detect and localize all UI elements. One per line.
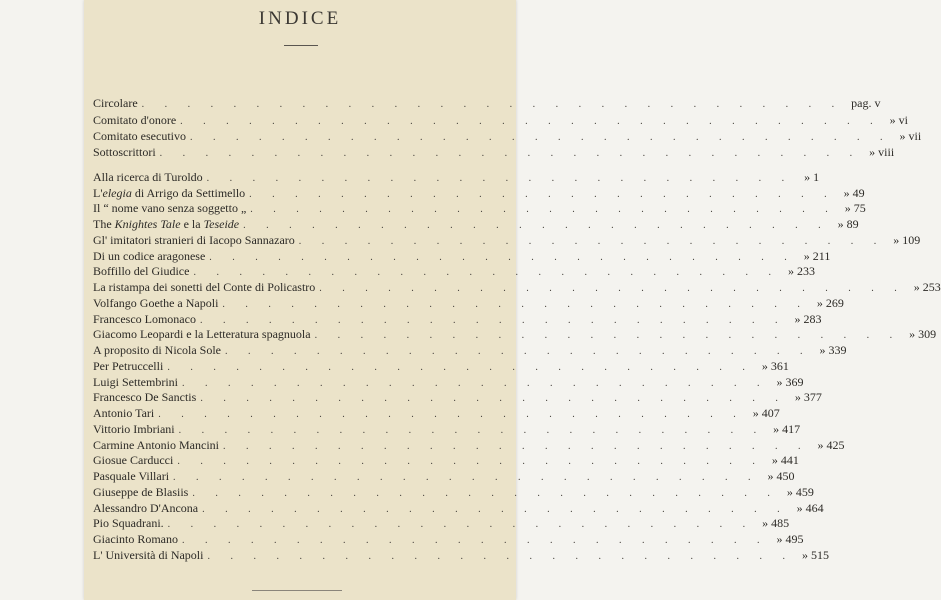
toc-row [93,500,824,516]
toc-page-number: » 339 [819,343,847,357]
toc-entry-title: Pio Squadrani. [93,516,164,530]
toc-page-number: » 1 [804,170,820,184]
toc-entry-title: Comitato d'onore [93,113,177,127]
toc-row [93,437,845,453]
toc-row [93,295,844,311]
toc-entry-title: Giuseppe de Blasiis [93,485,189,499]
toc-page-number: » 417 [773,422,801,436]
toc-entry-title: Vittorio Imbriani [93,422,175,436]
toc-row-front [93,144,895,160]
toc-entry-title: La ristampa dei sonetti del Conte di Policastro [93,280,316,294]
dot-leader: . . . . . . . . . . . . . . . . . . . . . . . . . . [243,220,830,231]
dot-leader: . . . . . . . . . . . . . . . . . . . . . . . . . . [193,267,780,278]
toc-row [93,342,847,358]
toc-row [93,358,789,374]
toc-page-number: » 89 [837,217,859,231]
toc-page-number: » 361 [761,359,789,373]
toc-entry-title: Francesco Lomonaco [93,312,196,326]
toc-page-number: » 253 [913,280,941,294]
toc-entry-title: Circolare [93,96,138,110]
toc-page-number: » vii [899,129,922,143]
toc-entry-title: Giacomo Leopardi e la Letteratura spagnuola [93,327,311,341]
toc-row-front [93,112,908,128]
toc-page-number: » 369 [776,375,804,389]
toc-page-number: » 459 [786,485,814,499]
toc-entry-title: L' Università di Napoli [93,548,204,562]
toc-page-number: » 377 [794,390,822,404]
dot-leader: . . . . . . . . . . . . . . . . . . . . . . . . . . [202,504,789,515]
dot-leader: . . . . . . . . . . . . . . . . . . . . . . . . . . [158,409,745,420]
title-divider [284,45,318,46]
toc-row [93,515,790,531]
toc-row [93,263,815,279]
toc-row [93,484,814,500]
dot-leader: . . . . . . . . . . . . . . . . . . . . . . . . . . [298,236,886,247]
dot-leader: . . . . . . . . . . . . . . . . . . . . . . . . . . [319,283,906,294]
dot-leader: . . . . . . . . . . . . . . . . . . . . . . . . . . . . . . . [159,148,862,159]
toc-page-number: » 425 [817,438,845,452]
toc-row [93,216,859,232]
toc-page-number: » 233 [787,264,815,278]
dot-leader: . . . . . . . . . . . . . . . . . . . . . . . . . . [192,488,779,499]
toc-row [93,248,831,264]
toc-entry-title: L'elegia di Arrigo da Settimello [93,186,246,200]
toc-row [93,389,822,405]
toc-row [93,421,801,437]
toc-row [93,405,780,421]
dot-leader: . . . . . . . . . . . . . . . . . . . . . . . . . . [209,252,796,263]
toc-page-number: » 283 [794,312,822,326]
toc-entry-title: Boffillo del Giudice [93,264,190,278]
toc-row-front [93,128,922,144]
toc-page-number: » 309 [909,327,937,341]
toc-entry-title: A proposito di Nicola Sole [93,343,221,357]
toc-row [93,169,820,185]
toc-entry-title: Giosue Carducci [93,453,174,467]
toc-entry-title: Il “ nome vano senza soggetto „ [93,201,247,215]
toc-row [93,374,804,390]
toc-entry-title: The Knightes Tale e la Teseide [93,217,240,231]
toc-page-number: pag. v [851,96,881,110]
toc-page-number: » 407 [752,406,780,420]
toc-entry-title: Comitato esecutivo [93,129,186,143]
toc-entry-title: Per Petruccelli [93,359,164,373]
dot-leader: . . . . . . . . . . . . . . . . . . . . . . . . . . [200,393,787,404]
dot-leader: . . . . . . . . . . . . . . . . . . . . . . . . . . [314,330,902,341]
toc-entry-title: Antonio Tari [93,406,155,420]
dot-leader: . . . . . . . . . . . . . . . . . . . . . . . . . . [177,456,764,467]
dot-leader: . . . . . . . . . . . . . . . . . . . . . . . . . . [167,519,755,530]
toc-page-number: » viii [869,145,895,159]
toc-page-number: » 441 [771,453,799,467]
page-title: INDICE [258,8,342,29]
dot-leader: . . . . . . . . . . . . . . . . . . . . . . . . . . [249,189,836,200]
toc-page-number: » 485 [762,516,790,530]
dot-leader: . . . . . . . . . . . . . . . . . . . . . . . . . . [182,378,769,389]
toc-entry-title: Carmine Antonio Mancini [93,438,219,452]
dot-leader: . . . . . . . . . . . . . . . . . . . . . . . . . . [225,346,812,357]
toc-page-number: » 515 [801,548,829,562]
dot-leader: . . . . . . . . . . . . . . . . . . . . . . . . . . [199,315,787,326]
dot-leader: . . . . . . . . . . . . . . . . . . . . . . . . . . . . . . . [180,116,882,127]
footer-divider [252,590,342,591]
toc-page-number: » 450 [767,469,795,483]
toc-row [93,232,921,248]
dot-leader: . . . . . . . . . . . . . . . . . . . . . . . . . . [173,472,760,483]
toc-entry-title: Giacinto Romano [93,532,178,546]
toc-row [93,531,804,547]
toc-entry-title: Volfango Goethe a Napoli [93,296,219,310]
toc-page-number: » 495 [776,532,804,546]
toc-row [93,311,822,327]
dot-leader: . . . . . . . . . . . . . . . . . . . . . . . . . . [206,173,794,184]
dot-leader: . . . . . . . . . . . . . . . . . . . . . . . . . . [178,425,766,436]
toc-page-number: » 269 [816,296,844,310]
dot-leader: . . . . . . . . . . . . . . . . . . . . . . . . . . [222,299,809,310]
toc-entry-title: Di un codice aragonese [93,249,206,263]
toc-row [93,185,865,201]
toc-page-number: » 49 [843,186,865,200]
dot-leader: . . . . . . . . . . . . . . . . . . . . . . . . . . . . . . . [189,132,892,143]
toc-page-number: » 75 [844,201,866,215]
toc-row [93,547,829,563]
dot-leader: . . . . . . . . . . . . . . . . . . . . . . . . . . [167,362,754,373]
toc-page-number: » vi [889,113,908,127]
toc-entry-title: Gl' imitatori stranieri di Iacopo Sannazaro [93,233,295,247]
toc-row [93,468,795,484]
toc-entry-title: Alla ricerca di Turoldo [93,170,203,184]
toc-page-number: » 211 [803,249,831,263]
dot-leader: . . . . . . . . . . . . . . . . . . . . . . . . . . [207,551,794,562]
toc-entry-title: Sottoscrittori [93,145,156,159]
toc-entry-title: Pasquale Villari [93,469,170,483]
toc-page-number: » 464 [796,501,824,515]
toc-row [93,326,937,342]
toc-page-number: » 109 [893,233,921,247]
toc-row [93,279,941,295]
toc-entry-title: Francesco De Sanctis [93,390,197,404]
dot-leader: . . . . . . . . . . . . . . . . . . . . . . . . . . [250,204,837,215]
toc-row-front [93,95,881,111]
toc-entry-title: Luigi Settembrini [93,375,178,389]
dot-leader: . . . . . . . . . . . . . . . . . . . . . . . . . . . . . . . [141,99,844,110]
toc-row [93,452,799,468]
toc-row [93,200,866,216]
dot-leader: . . . . . . . . . . . . . . . . . . . . . . . . . . [222,441,810,452]
book-page [84,0,941,600]
toc-entry-title: Alessandro D'Ancona [93,501,199,515]
dot-leader: . . . . . . . . . . . . . . . . . . . . . . . . . . [181,535,769,546]
